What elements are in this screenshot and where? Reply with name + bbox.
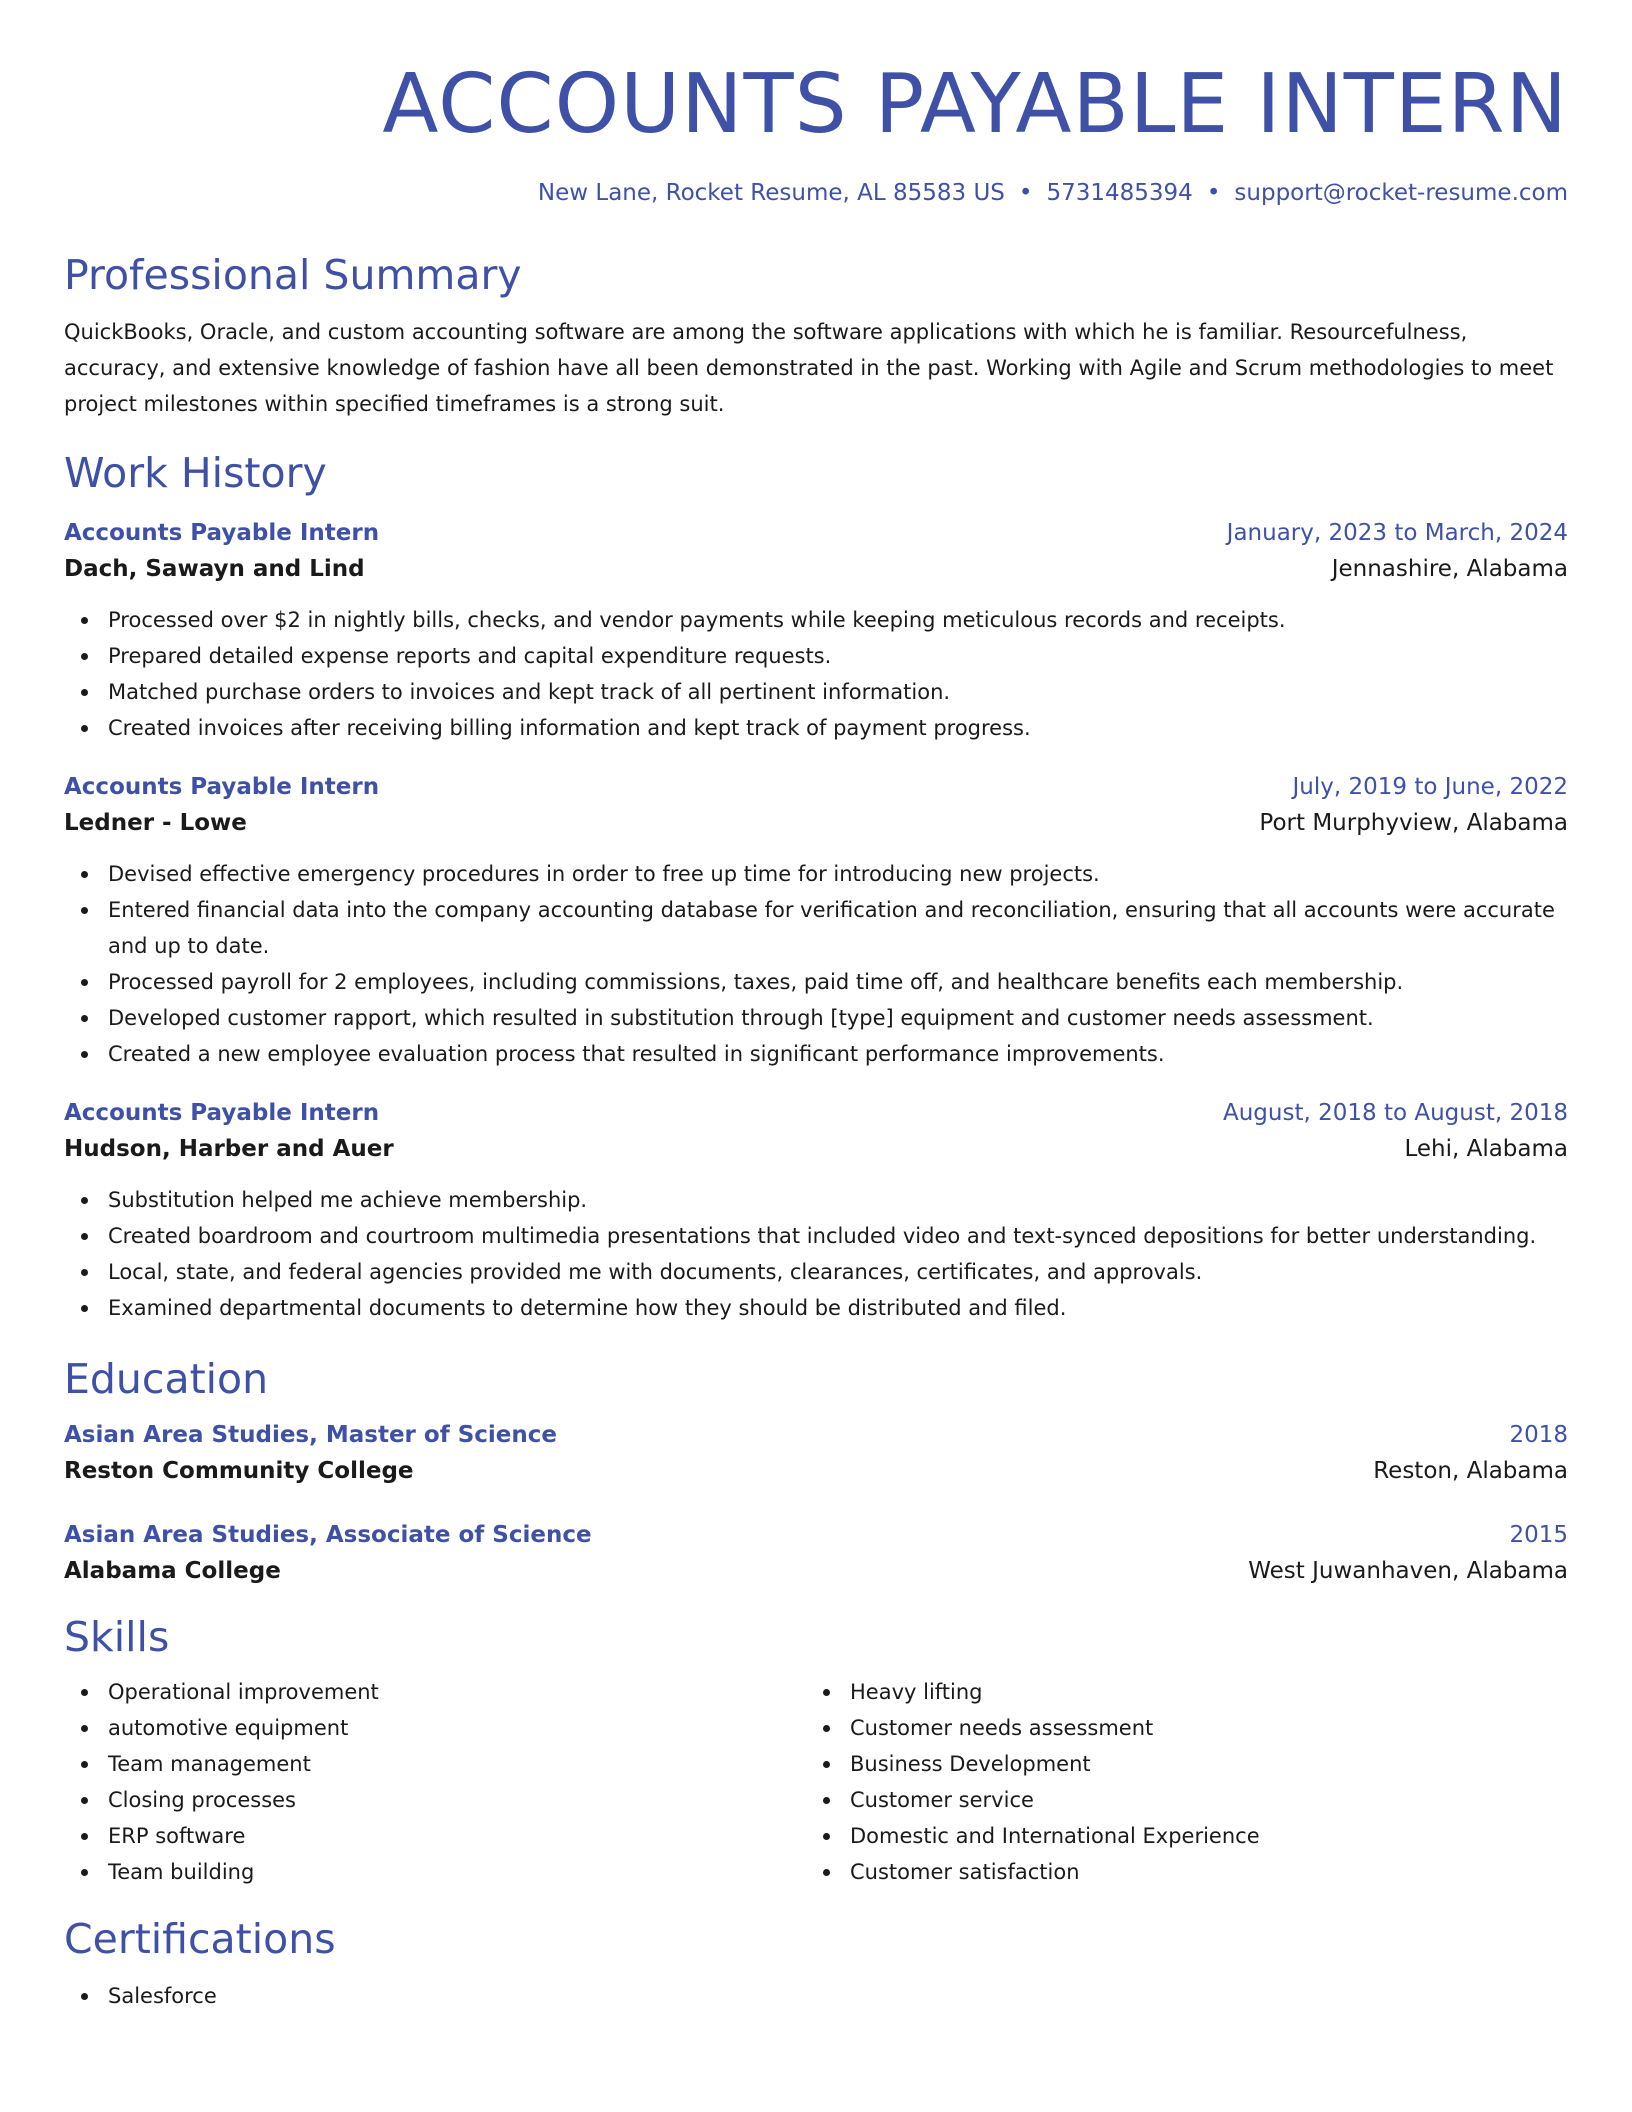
job-bullet: Matched purchase orders to invoices and kept track of all pertinent information. xyxy=(64,674,1568,710)
certifications-list xyxy=(64,1978,1568,2014)
job-title: Accounts Payable Intern xyxy=(64,1100,380,1126)
job-dates: July, 2019 to June, 2022 xyxy=(1292,774,1568,800)
skill-item: Business Development xyxy=(806,1746,1566,1782)
job-title: Accounts Payable Intern xyxy=(64,774,380,800)
job-company: Dach, Sawayn and Lind xyxy=(64,556,365,582)
skill-item: automotive equipment xyxy=(64,1710,806,1746)
job-bullets xyxy=(64,602,1568,746)
contact-email[interactable]: support@rocket-resume.com xyxy=(1234,180,1568,206)
job-bullet: Created a new employee evaluation process that resulted in significant performance improvements. xyxy=(64,1036,1568,1072)
skills-heading: Skills xyxy=(64,1613,170,1661)
job-entry xyxy=(64,770,1568,1072)
contact-line xyxy=(64,178,1568,208)
job-bullet: Developed customer rapport, which resulted in substitution through [type] equipment and customer needs assessment. xyxy=(64,1000,1568,1036)
skills-column-right xyxy=(806,1674,1566,1890)
education-location: Reston, Alabama xyxy=(1373,1458,1568,1484)
certification-item: Salesforce xyxy=(64,1978,1568,2014)
skill-item: Team building xyxy=(64,1854,806,1890)
job-location: Lehi, Alabama xyxy=(1404,1136,1568,1162)
job-bullet: Devised effective emergency procedures in order to free up time for introducing new projects. xyxy=(64,856,1568,892)
job-bullet: Local, state, and federal agencies provided me with documents, clearances, certificates, and approvals. xyxy=(64,1254,1568,1290)
job-company: Ledner - Lowe xyxy=(64,810,247,836)
education-year: 2018 xyxy=(1509,1422,1568,1448)
job-bullets xyxy=(64,1182,1568,1326)
job-bullets xyxy=(64,856,1568,1072)
skills-grid xyxy=(64,1674,1568,1890)
job-bullet: Processed payroll for 2 employees, including commissions, taxes, paid time off, and healthcare benefits each membership. xyxy=(64,964,1568,1000)
work-history-heading: Work History xyxy=(64,449,327,497)
education-location: West Juwanhaven, Alabama xyxy=(1248,1558,1568,1584)
education-degree: Asian Area Studies, Associate of Science xyxy=(64,1522,592,1548)
job-location: Port Murphyview, Alabama xyxy=(1259,810,1568,836)
skill-item: Heavy lifting xyxy=(806,1674,1566,1710)
job-dates: January, 2023 to March, 2024 xyxy=(1226,520,1568,546)
skill-item: ERP software xyxy=(64,1818,806,1854)
education-school: Alabama College xyxy=(64,1558,281,1584)
contact-address: New Lane, Rocket Resume, AL 85583 US xyxy=(537,180,1005,206)
contact-phone: 5731485394 xyxy=(1046,180,1193,206)
contact-separator: • xyxy=(1018,180,1033,206)
education-heading: Education xyxy=(64,1355,269,1403)
skills-column-left xyxy=(64,1674,806,1890)
job-entry xyxy=(64,1096,1568,1326)
job-company: Hudson, Harber and Auer xyxy=(64,1136,394,1162)
job-location: Jennashire, Alabama xyxy=(1331,556,1568,582)
job-title: Accounts Payable Intern xyxy=(64,520,380,546)
skill-item: Closing processes xyxy=(64,1782,806,1818)
job-bullet: Substitution helped me achieve membership. xyxy=(64,1182,1568,1218)
job-bullet: Prepared detailed expense reports and capital expenditure requests. xyxy=(64,638,1568,674)
skill-item: Customer satisfaction xyxy=(806,1854,1566,1890)
certifications-heading: Certifications xyxy=(64,1915,336,1963)
education-entry xyxy=(64,1418,1568,1490)
contact-separator: • xyxy=(1206,180,1221,206)
skill-item: Customer service xyxy=(806,1782,1566,1818)
skill-item: Team management xyxy=(64,1746,806,1782)
job-entry xyxy=(64,516,1568,746)
summary-heading: Professional Summary xyxy=(64,251,522,299)
skill-item: Operational improvement xyxy=(64,1674,806,1710)
skill-item: Customer needs assessment xyxy=(806,1710,1566,1746)
education-entry xyxy=(64,1518,1568,1590)
job-bullet: Examined departmental documents to determine how they should be distributed and filed. xyxy=(64,1290,1568,1326)
skill-item: Domestic and International Experience xyxy=(806,1818,1566,1854)
job-bullet: Entered financial data into the company accounting database for verification and reconciliation, ensuring that all accounts were accurate and up to date. xyxy=(64,892,1568,964)
education-school: Reston Community College xyxy=(64,1458,414,1484)
education-degree: Asian Area Studies, Master of Science xyxy=(64,1422,558,1448)
resume-name: ACCOUNTS PAYABLE INTERN xyxy=(382,57,1568,152)
education-year: 2015 xyxy=(1509,1522,1568,1548)
job-dates: August, 2018 to August, 2018 xyxy=(1223,1100,1568,1126)
summary-text: QuickBooks, Oracle, and custom accounting software are among the software applications with which he is familiar. Resourcefulness, accuracy, and extensive knowledge of fashion have all been demonstrated in the past. Working with Agile and Scrum methodologies to meet project milestones within specified timeframes is a strong suit. xyxy=(64,320,1554,416)
job-bullet: Processed over $2 in nightly bills, checks, and vendor payments while keeping meticulous records and receipts. xyxy=(64,602,1568,638)
job-bullet: Created boardroom and courtroom multimedia presentations that included video and text-synced depositions for better understanding. xyxy=(64,1218,1568,1254)
job-bullet: Created invoices after receiving billing information and kept track of payment progress. xyxy=(64,710,1568,746)
